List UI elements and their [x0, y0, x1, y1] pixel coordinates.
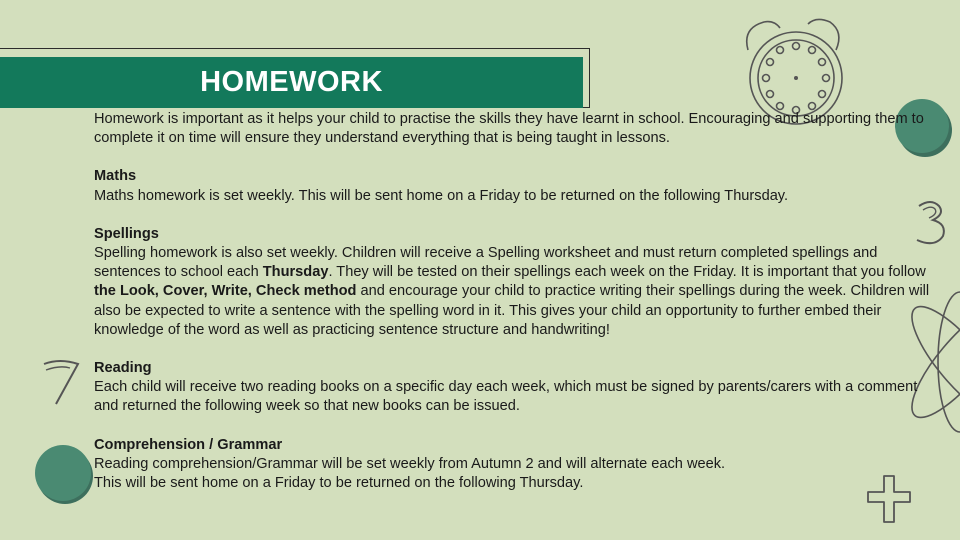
comprehension-heading: Comprehension / Grammar: [94, 436, 283, 453]
spellings-text: [94, 244, 930, 340]
comprehension-text-1: Reading comprehension/Grammar will be set weekly from Autumn 2 and will alternate each week.: [94, 455, 726, 472]
reading-heading: Reading: [94, 360, 152, 377]
maths-section: [94, 167, 930, 205]
homework-content: [94, 110, 930, 493]
maths-heading: Maths: [94, 168, 137, 185]
spellings-text-part-2: . They will be tested on their spellings each week on the Friday. It is important that you follow: [328, 264, 926, 281]
spellings-bold-day: Thursday: [262, 264, 329, 281]
spellings-text-part-1: Spelling homework is also set weekly. Children will receive a Spelling worksheet and must return completed spellings and sentences to school each: [94, 245, 878, 281]
maths-text: Maths homework is set weekly. This will be sent home on a Friday to be returned on the following Thursday.: [94, 187, 789, 204]
reading-text: Each child will receive two reading books on a specific day each week, which must be signed by parents/carers with a comment and returned the following week so that new books can be issued.: [94, 379, 918, 415]
reading-section: [94, 359, 930, 417]
title-bar: [0, 57, 583, 108]
comprehension-section: [94, 436, 930, 494]
spellings-text-part-3: and encourage your child to practice writing their spellings during the week. Children will also be expected to write a sentence with the spelling word in it. This gives your child an opportunity to further embed their knowledge of the word as well as practicing sentence structure and handwriting!: [94, 283, 930, 338]
page-title: HOMEWORK: [200, 66, 383, 98]
intro-text: Homework is important as it helps your child to practise the skills they have learnt in school. Encouraging and supporting them to complete it on time will ensure they understand everything that is being taught in lessons.: [94, 111, 924, 147]
spellings-bold-method: the Look, Cover, Write, Check method: [94, 283, 357, 300]
comprehension-text-2: This will be sent home on a Friday to be returned on the following Thursday.: [94, 475, 584, 492]
spellings-heading: Spellings: [94, 225, 159, 242]
circle-icon: [33, 442, 95, 506]
number-seven-icon: [36, 352, 86, 408]
spellings-section: [94, 225, 930, 340]
